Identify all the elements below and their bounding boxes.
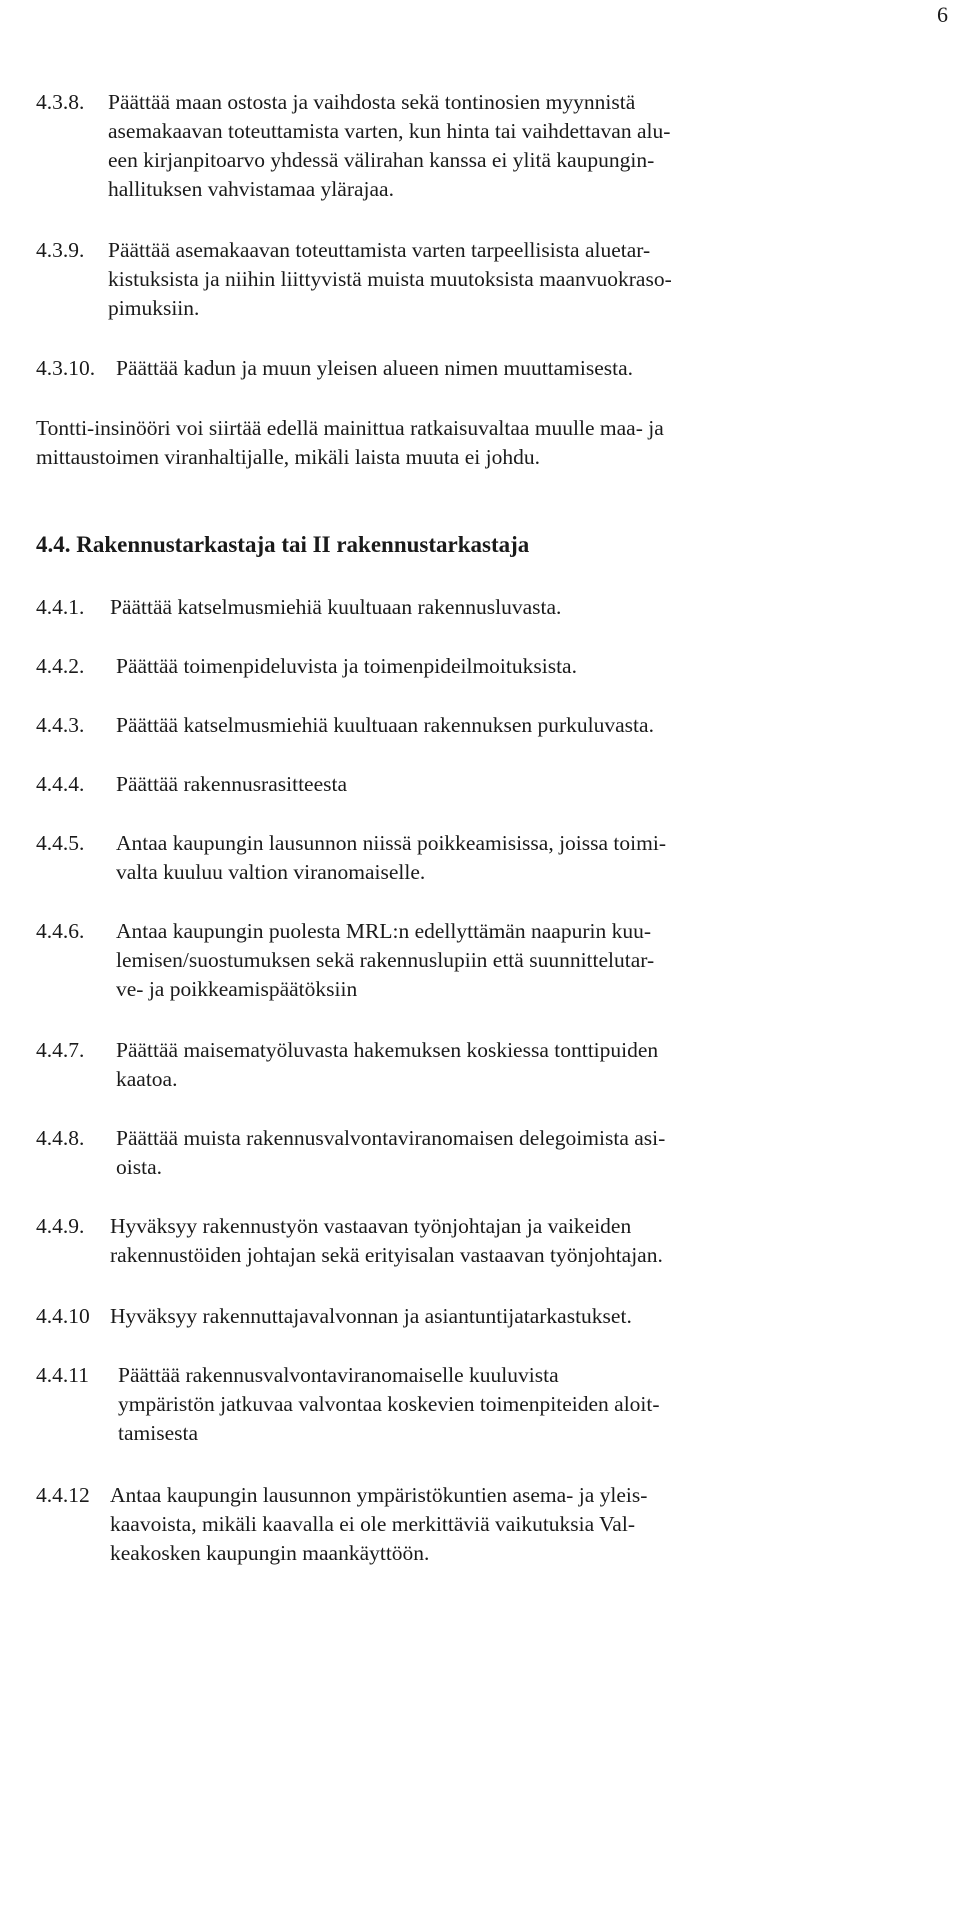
item-number: 4.3.8.: [36, 90, 85, 114]
subitem-text-line: Antaa kaupungin puolesta MRL:n edellyttämän naapurin kuu-: [116, 919, 651, 943]
subitem-text-line: Päättää katselmusmiehiä kuultuaan rakennusluvasta.: [110, 595, 562, 619]
subitem-number: 4.4.12: [36, 1483, 90, 1507]
subitem-text-line: valta kuuluu valtion viranomaiselle.: [116, 860, 426, 884]
subitem-number: 4.4.11: [36, 1363, 89, 1387]
subitem-text-line: oista.: [116, 1155, 162, 1179]
subitem-number: 4.4.3.: [36, 713, 85, 737]
item-text-line: een kirjanpitoarvo yhdessä välirahan kanssa ei ylitä kaupungin-: [108, 148, 655, 172]
subitem-text-line: kaatoa.: [116, 1067, 178, 1091]
item-number: 4.3.9.: [36, 238, 85, 262]
subitem-number: 4.4.4.: [36, 772, 85, 796]
subitem-text-line: rakennustöiden johtajan sekä erityisalan vastaavan työnjohtajan.: [110, 1243, 663, 1267]
subitem-text-line: ympäristön jatkuvaa valvontaa koskevien toimenpiteiden aloit-: [118, 1392, 660, 1416]
item-number: 4.3.10.: [36, 356, 96, 380]
subitem-number: 4.4.7.: [36, 1038, 85, 1062]
subitem-number: 4.4.9.: [36, 1214, 85, 1238]
subitem-number: 4.4.2.: [36, 654, 85, 678]
subitem-text-line: ve- ja poikkeamispäätöksiin: [116, 977, 358, 1001]
subitem-text-line: Päättää toimenpideluvista ja toimenpideilmoituksista.: [116, 654, 577, 678]
subitem-text-line: Hyväksyy rakennuttajavalvonnan ja asiantuntijatarkastukset.: [110, 1304, 632, 1328]
subitem-text-line: kaavoista, mikäli kaavalla ei ole merkittäviä vaikutuksia Val-: [110, 1512, 635, 1536]
subitem-number: 4.4.6.: [36, 919, 85, 943]
item-text-line: kistuksista ja niihin liittyvistä muista muutoksista maanvuokraso-: [108, 267, 672, 291]
subitem-text-line: Päättää katselmusmiehiä kuultuaan rakennuksen purkuluvasta.: [116, 713, 654, 737]
subitem-text-line: Päättää rakennusrasitteesta: [116, 772, 348, 796]
subitem-text-line: Päättää muista rakennusvalvontaviranomaisen delegoimista asi-: [116, 1126, 666, 1150]
subitem-number: 4.4.1.: [36, 595, 85, 619]
section-heading: 4.4. Rakennustarkastaja tai II rakennustarkastaja: [36, 532, 530, 557]
subitem-text-line: Antaa kaupungin lausunnon ympäristökuntien asema- ja yleis-: [110, 1483, 648, 1507]
subitem-number: 4.4.5.: [36, 831, 85, 855]
item-text-line: Päättää maan ostosta ja vaihdosta sekä tontinosien myynnistä: [108, 90, 636, 114]
item-text-line: hallituksen vahvistamaa ylärajaa.: [108, 177, 394, 201]
subitem-text-line: Päättää rakennusvalvontaviranomaiselle kuuluvista: [118, 1363, 559, 1387]
item-text-line: pimuksiin.: [108, 296, 200, 320]
subitem-text-line: keakosken kaupungin maankäyttöön.: [110, 1541, 430, 1565]
item-text-line: asemakaavan toteuttamista varten, kun hinta tai vaihdettavan alu-: [108, 119, 671, 143]
subitem-text-line: Päättää maisematyöluvasta hakemuksen koskiessa tonttipuiden: [116, 1038, 659, 1062]
paragraph-line: mittaustoimen viranhaltijalle, mikäli laista muuta ei johdu.: [36, 445, 540, 469]
page-number: 6: [937, 2, 948, 27]
subitem-text-line: Hyväksyy rakennustyön vastaavan työnjohtajan ja vaikeiden: [110, 1214, 632, 1238]
subitem-text-line: tamisesta: [118, 1421, 199, 1445]
subitem-text-line: lemisen/suostumuksen sekä rakennuslupiin että suunnittelutar-: [116, 948, 655, 972]
item-text-line: Päättää kadun ja muun yleisen alueen nimen muuttamisesta.: [116, 356, 634, 380]
subitem-number: 4.4.8.: [36, 1126, 85, 1150]
subitem-text-line: Antaa kaupungin lausunnon niissä poikkeamisissa, joissa toimi-: [116, 831, 666, 855]
paragraph-line: Tontti-insinööri voi siirtää edellä mainittua ratkaisuvaltaa muulle maa- ja: [36, 416, 664, 440]
subitem-number: 4.4.10: [36, 1304, 90, 1328]
item-text-line: Päättää asemakaavan toteuttamista varten tarpeellisista aluetar-: [108, 238, 651, 262]
